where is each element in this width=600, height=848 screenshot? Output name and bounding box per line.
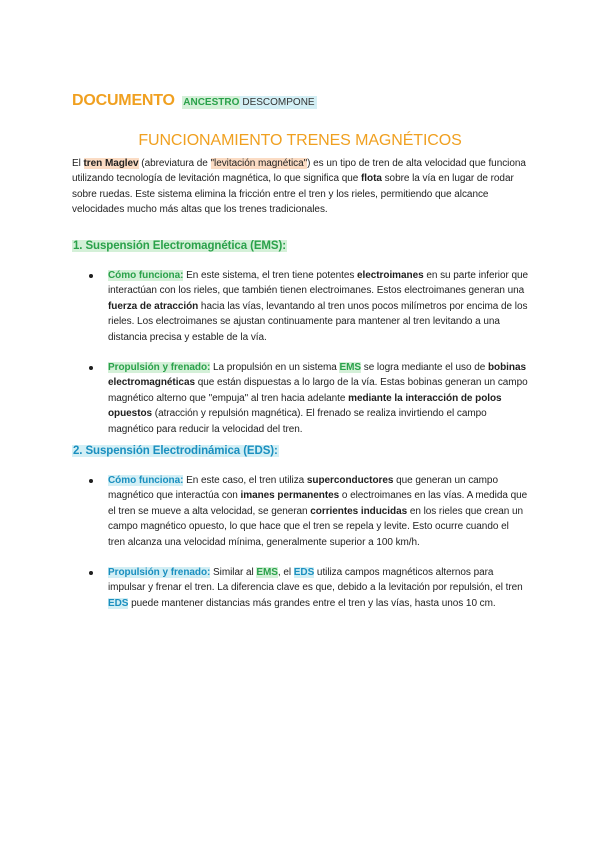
ems-bullet-propulsion <box>108 360 528 437</box>
header-ancestro-tag: ANCESTRO <box>183 97 240 108</box>
bullet-dot <box>89 479 93 483</box>
intro-bold-flota: flota <box>361 173 382 185</box>
bullet-text: (atracción y repulsión magnética). El frenado se realiza invirtiendo el campo magnético para reducir la velocidad del tren. <box>108 408 487 435</box>
ems-how-label: Cómo funciona: <box>108 270 184 281</box>
ems-heading: 1. Suspensión Electromagnética (EMS): <box>73 240 286 252</box>
intro-text: El <box>72 158 84 169</box>
ems-abbr: EMS <box>256 567 278 578</box>
bullet-dot <box>89 366 93 370</box>
bullet-text: se logra mediante el uso de <box>361 362 488 373</box>
bullet-text: En este sistema, el tren tiene potentes <box>183 270 358 281</box>
bullet-text: La propulsión en un sistema <box>210 362 340 373</box>
bold-text: bobinas electromagnéticas <box>108 362 526 389</box>
bold-text: electroimanes <box>357 270 424 281</box>
bullet-text: En este caso, el tren utiliza <box>183 475 307 486</box>
eds-abbr: EDS <box>293 567 315 578</box>
bullet-text: utiliza campos magnéticos alternos para impulsar y frenar el tren. La diferencia clave es que, debido a la levitación por repulsión, el tren <box>108 567 523 594</box>
intro-quote-highlight: "levitación magnética" <box>210 158 308 169</box>
bold-text: corrientes inducidas <box>310 505 408 517</box>
bold-text: imanes permanentes <box>240 490 340 502</box>
intro-text: sobre la vía en lugar de rodar sobre ruedas. Este sistema elimina la fricción entre el tren y los rieles, permitiendo que alcance velocidades mucho más altas que los trenes tradicionales. <box>72 173 514 216</box>
bullet-text: o electroimanes en las vías. A medida que el tren se mueve a alta velocidad, se generan <box>108 490 528 517</box>
eds-bullet-propulsion <box>108 565 528 611</box>
bold-text: fuerza de atracción <box>108 300 199 312</box>
header-descompone-tag: DESCOMPONE <box>242 97 315 108</box>
eds-propulsion-label: Propulsión y frenado: <box>108 567 211 578</box>
ems-abbr: EMS <box>339 362 362 373</box>
bullet-dot <box>89 274 93 278</box>
eds-heading: 2. Suspensión Electrodinámica (EDS): <box>73 445 278 457</box>
ems-bullet-how <box>108 268 528 345</box>
eds-bullet-how <box>108 473 528 550</box>
intro-text: (abreviatura de <box>138 158 211 169</box>
page-title: FUNCIONAMIENTO TRENES MAGNÉTICOS <box>138 132 462 149</box>
bullet-text: en los rieles que crean un campo magnético opuesto, lo que hace que el tren se repela y levite. Esto ocurre cuando el tren alcanza una velocidad mínima, generalmente superior a 100 km/h. <box>108 505 524 548</box>
ems-propulsion-label: Propulsión y frenado: <box>108 362 211 373</box>
bullet-dot <box>89 571 93 575</box>
eds-abbr: EDS <box>108 597 129 609</box>
header-documento: DOCUMENTO <box>72 92 175 109</box>
document-header <box>72 92 317 110</box>
bullet-text: Similar al <box>210 567 257 578</box>
eds-how-label: Cómo funciona: <box>108 475 184 486</box>
bullet-text: puede mantener distancias más grandes entre el tren y las vías, hasta unos 10 cm. <box>128 597 496 609</box>
bullet-text: en su parte inferior que interactúan con los rieles, que también tienen electroimanes. Estos electroimanes generan una <box>108 270 528 297</box>
bullet-text: , el <box>277 567 294 578</box>
intro-text: ) es un tipo de tren de alta velocidad que funciona utilizando tecnología de levitación magnética, lo que significa que <box>72 158 526 185</box>
bold-text: superconductores <box>306 475 394 486</box>
bullet-text: que están dispuestas a lo largo de la vía. Estas bobinas generan un campo magnético alterno que "empuja" al tren hacia adelante <box>108 377 528 404</box>
bold-text: mediante la interacción de polos opuestos <box>108 392 502 420</box>
bullet-text: que generan un campo magnético que interactúa con <box>108 475 498 502</box>
bullet-text: hacia las vías, levantando al tren unos pocos milímetros por encima de los rieles. Los electroimanes se ajustan continuamente para mantener al tren levitando a una distancia precisa y estable de la vía. <box>108 300 528 343</box>
intro-bold-maglev: tren Maglev <box>83 158 139 169</box>
intro-paragraph <box>72 156 532 218</box>
